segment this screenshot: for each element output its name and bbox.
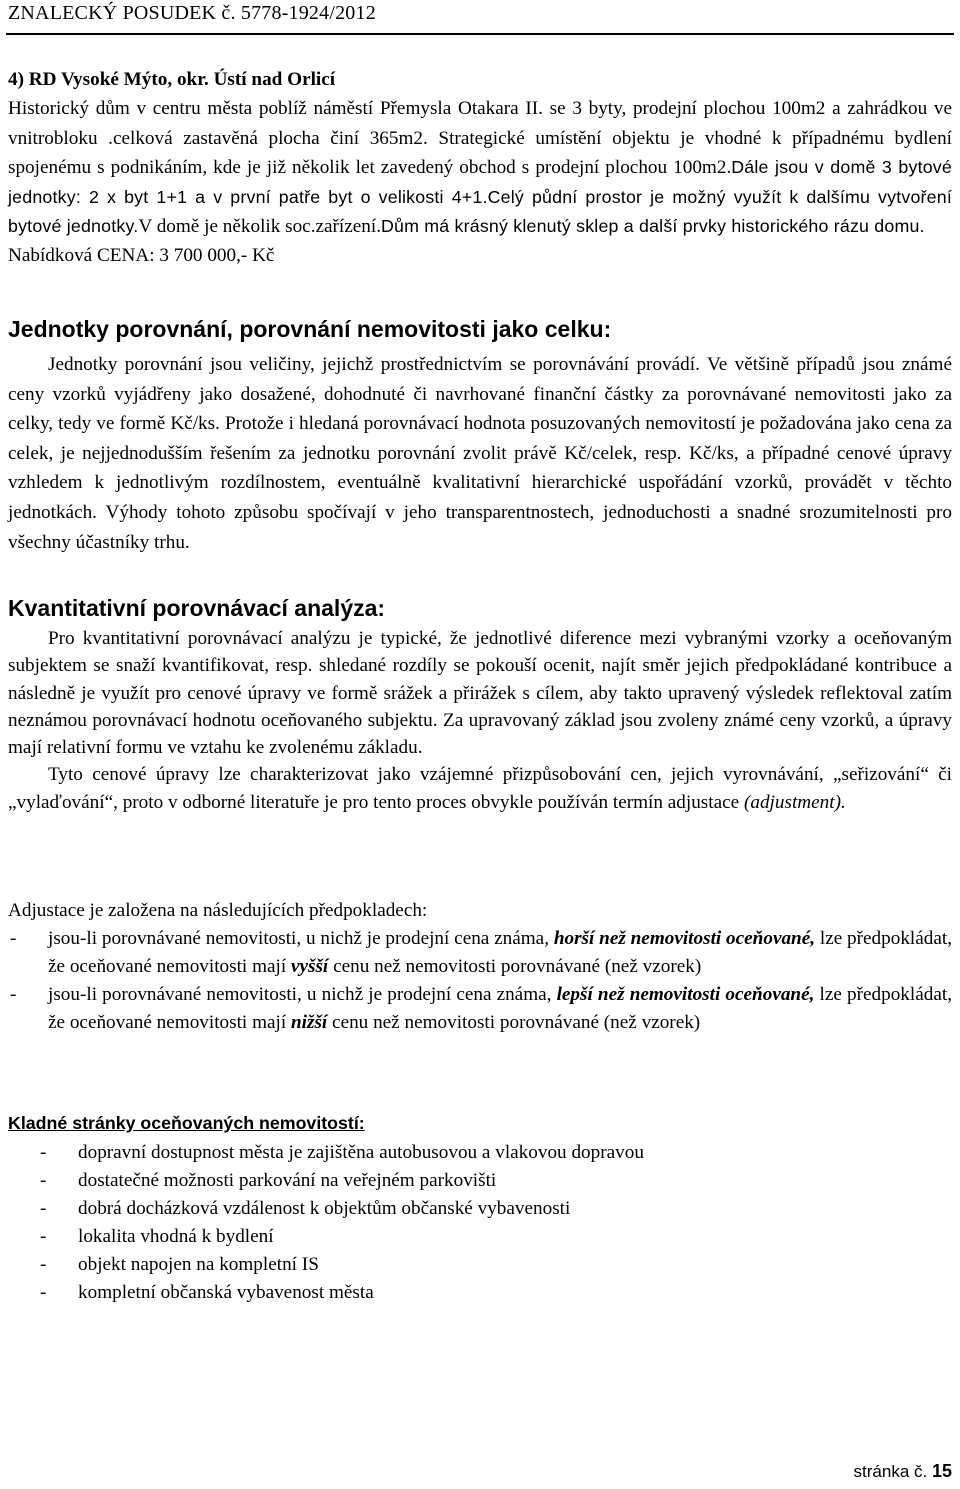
adjustment-intro: Adjustace je založena na následujících předpokladech:: [8, 900, 428, 921]
positive-item-text: objekt napojen na kompletní IS: [78, 1253, 319, 1275]
listing-text-serif: Historický dům v centru města poblíž náměstí Přemysla Otakara II. se 3 byty, prodejní plochou 100m2 a zahrádkou ve vnitrobloku .celková zastavěná plocha činí 365m2. Strategické umístění objektu je vhodné k případnému bydlení spojenému s podnikáním, kde je již několik let zavedený obchod s prodejní plochou 100m2.: [8, 98, 952, 179]
listing-price: Nabídková CENA: 3 700 000,- Kč: [8, 245, 275, 267]
item-emphasis-2: vyšší: [290, 956, 329, 977]
listing-text-sans: Dále jsou v domě 3 bytové jednotky: 2 x byt 1+1 a v první patře byt o velikosti 4+1.Celý půdní prostor je možný využít k dalšímu vytvoření bytové jednotky.: [8, 157, 952, 237]
item-emphasis: horší než nemovitosti oceňované,: [553, 928, 816, 949]
units-heading: Jednotky porovnání, porovnání nemovitosti jako celku:: [8, 316, 612, 342]
quant-paragraph-1: Pro kvantitativní porovnávací analýzu je typické, že jednotlivé diference mezi vybranými vzorky a oceňovaným subjektem se snaží kvantifikovat, resp. shledané rozdíly se pokouší ocenit, najít směr jejich předpokládané kontribuce a následně je využít pro cenové úpravy ve formě srážek a přirážek s cílem, aby takto upravený výsledek reflektoval zatím neznámou porovnávací hodnotu oceňovaného subjektu. Za upravovaný základ jsou zvoleny známé ceny vzorků, a úpravy mají relativní formu ve vztahu ke zvolenému základu.: [8, 628, 952, 759]
dash-bullet: -: [10, 984, 17, 1005]
quant-paragraph-2-italic: (adjustment).: [743, 791, 846, 813]
quant-paragraph-2-text: Tyto cenové úpravy lze charakterizovat jako vzájemné přizpůsobování cen, jejich vyrovnávání, „seřizování“ či „vylaďování“, proto v odborné literatuře je pro tento proces obvykle používán termín adjustace: [8, 764, 952, 813]
quant-section: [8, 625, 952, 816]
dash-bullet: -: [10, 928, 17, 949]
header-rule: [6, 33, 954, 35]
item-lead: jsou-li porovnávané nemovitosti, u nichž je prodejní cena známa,: [48, 928, 554, 949]
quant-paragraph-2: [8, 761, 952, 816]
quant-heading: Kvantitativní porovnávací analýza:: [8, 595, 386, 621]
list-item: [8, 1195, 952, 1223]
item-lead: jsou-li porovnávané nemovitosti, u nichž je prodejní cena známa,: [48, 984, 557, 1005]
list-item: [8, 1139, 952, 1167]
page-label: stránka č.: [853, 1462, 928, 1481]
positive-item-text: kompletní občanská vybavenost města: [78, 1281, 374, 1303]
dash-bullet: -: [40, 1197, 47, 1219]
dash-bullet: -: [40, 1253, 47, 1275]
list-item: [8, 981, 952, 1037]
dash-bullet: -: [40, 1142, 47, 1163]
units-paragraph: Jednotky porovnání jsou veličiny, jejichž prostřednictvím se porovnávání provádí. Ve většině případů jsou známé ceny vzorků vyjádřeny jako dosažené, dohodnuté či navrhované finanční částky za porovnávané nemovitosti jako za celky, tedy ve formě Kč/ks. Protože i hledaná porovnávací hodnota posuzovaných nemovitostí je požadována jako cena za celek, je nejjednodušším řešením za jednotku porovnání zvolit právě Kč/celek, resp. Kč/ks, a případné cenové úpravy vzhledem k jednotlivým rozdílnostem, eventuálně kvalitativní hierarchické uspořádání vzorků, provádět v těchto jednotkách. Výhody tohoto způsobu spočívají v jeho transparentnostech, jednoduchosti a snadné srozumitelnosti pro všechny účastníky trhu.: [8, 354, 952, 553]
units-section: [8, 350, 952, 557]
listing-text-sans2: Dům má krásný klenutý sklep a další prvky historického rázu domu.: [381, 216, 925, 237]
page-footer: [854, 1461, 952, 1482]
positives-heading: Kladné stránky oceňovaných nemovitostí:: [8, 1113, 365, 1133]
list-item: [8, 1279, 952, 1307]
list-item: [8, 1223, 952, 1251]
dash-bullet: -: [40, 1225, 47, 1247]
list-item: [8, 925, 952, 981]
listing-text-serif2: V domě je několik soc.zařízení.: [138, 216, 381, 238]
list-item: [8, 1167, 952, 1195]
listing-title: 4) RD Vysoké Mýto, okr. Ústí nad Orlicí: [8, 69, 336, 90]
item-tail: cenu než nemovitosti porovnávané (než vzorek): [328, 956, 702, 977]
positives-list: [8, 1139, 952, 1306]
item-emphasis: lepší než nemovitosti oceňované,: [556, 984, 815, 1005]
item-tail: cenu než nemovitosti porovnávané (než vzorek): [327, 1012, 701, 1033]
adjustment-list: [8, 925, 952, 1037]
listing-section: [8, 65, 952, 271]
item-mid: lze předpokládat, že oceňované nemovitosti mají: [48, 928, 952, 977]
listing-description: [8, 94, 952, 241]
positive-item-text: dostatečné možnosti parkování na veřejném parkovišti: [78, 1169, 497, 1191]
list-item: [8, 1251, 952, 1279]
dash-bullet: -: [40, 1169, 47, 1191]
positive-item-text: dobrá docházková vzdálenost k objektům občanské vybavenosti: [78, 1197, 571, 1219]
item-emphasis-2: nižší: [290, 1012, 328, 1033]
page-number: 15: [931, 1461, 952, 1481]
positive-item-text: dopravní dostupnost města je zajištěna autobusovou a vlakovou dopravou: [78, 1142, 644, 1163]
document-header-title: ZNALECKÝ POSUDEK č. 5778-1924/2012: [8, 2, 376, 24]
positive-item-text: lokalita vhodná k bydlení: [78, 1225, 274, 1247]
item-mid: lze předpokládat, že oceňované nemovitosti mají: [48, 984, 952, 1033]
dash-bullet: -: [40, 1281, 47, 1303]
